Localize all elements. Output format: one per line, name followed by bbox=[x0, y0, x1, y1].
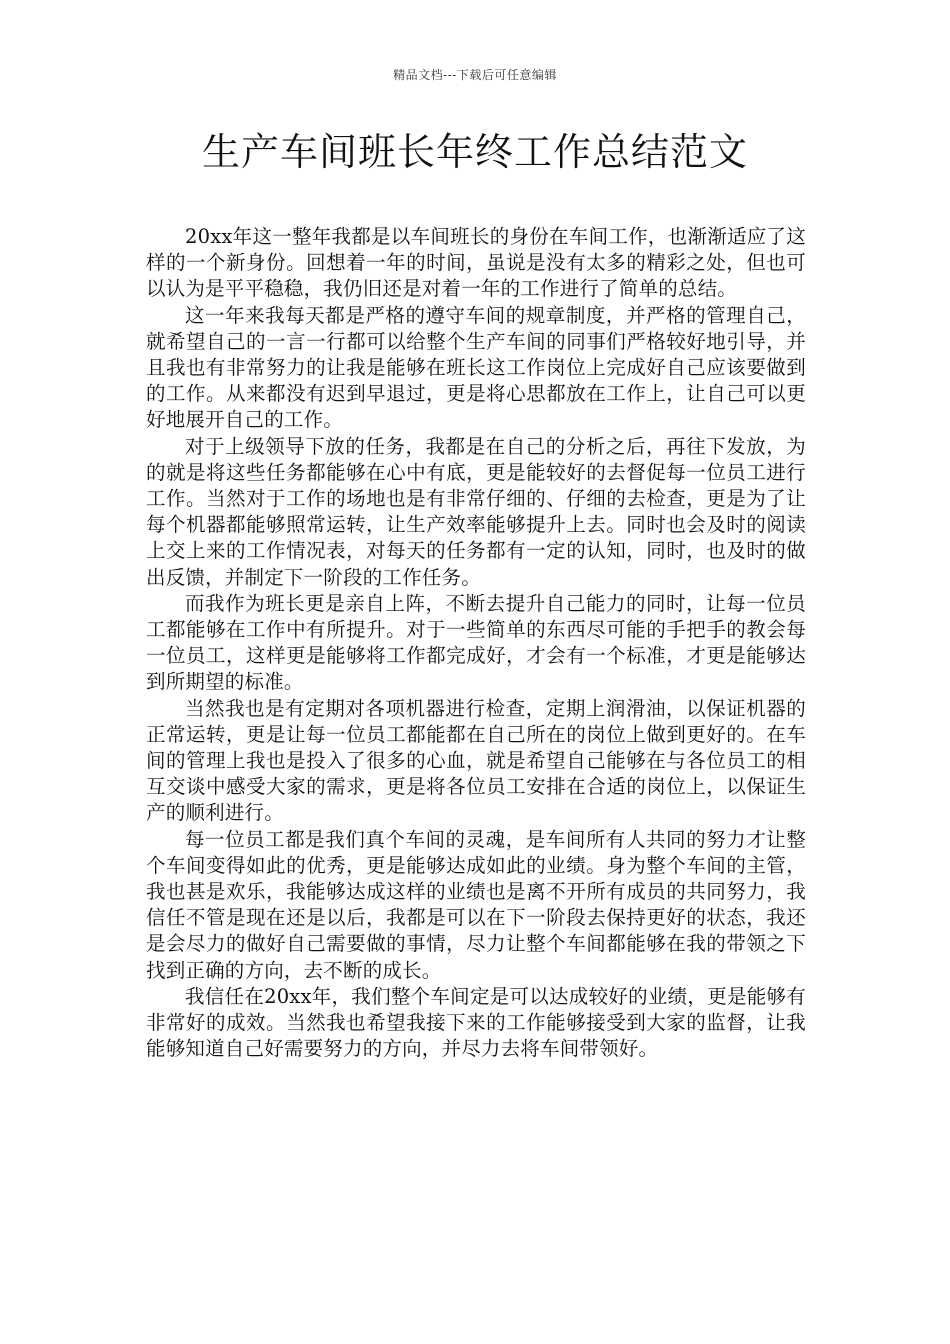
document-body bbox=[146, 224, 806, 1063]
paragraph: 对于上级领导下放的任务，我都是在自己的分析之后，再往下发放，为的就是将这些任务都能够在心中有底，更是能较好的去督促每一位员工进行工作。当然对于工作的场地也是有非常仔细的、仔细的去检查，更是为了让每个机器都能够照常运转，让生产效率能够提升上去。同时也会及时的阅读上交上来的工作情况表，对每天的任务都有一定的认知，同时，也及时的做出反馈，并制定下一阶段的工作任务。 bbox=[146, 434, 806, 589]
paragraph: 而我作为班长更是亲自上阵，不断去提升自己能力的同时，让每一位员工都能够在工作中有所提升。对于一些简单的东西尽可能的手把手的教会每一位员工，这样更是能够将工作都完成好，才会有一个标准，才更是能够达到所期望的标准。 bbox=[146, 591, 806, 694]
paragraph: 20xx年这一整年我都是以车间班长的身份在车间工作，也渐渐适应了这样的一个新身份。回想着一年的时间，虽说是没有太多的精彩之处，但也可以认为是平平稳稳，我仍旧还是对着一年的工作进行了简单的总结。 bbox=[146, 225, 806, 301]
document-title: 生产车间班长年终工作总结范文 bbox=[201, 130, 748, 174]
paragraph: 每一位员工都是我们真个车间的灵魂，是车间所有人共同的努力才让整个车间变得如此的优秀，更是能够达成如此的业绩。身为整个车间的主管，我也甚是欢乐，我能够达成这样的业绩也是离不开所有成员的共同努力，我信任不管是现在还是以后，我都是可以在下一阶段去保持更好的状态，我还是会尽力的做好自己需要做的事情，尽力让整个车间都能够在我的带领之下找到正确的方向，去不断的成长。 bbox=[146, 827, 806, 982]
paragraph: 我信任在20xx年，我们整个车间定是可以达成较好的业绩，更是能够有非常好的成效。当然我也希望我接下来的工作能够接受到大家的监督，让我能够知道自己好需要努力的方向，并尽力去将车间带领好。 bbox=[146, 984, 806, 1061]
header-note: 精品文档---下载后可任意编辑 bbox=[393, 68, 557, 82]
paragraph: 这一年来我每天都是严格的遵守车间的规章制度，并严格的管理自己，就希望自己的一言一行都可以给整个生产车间的同事们严格较好地引导，并且我也有非常努力的让我是能够在班长这工作岗位上完成好自己应该要做到的工作。从来都没有迟到早退过，更是将心思都放在工作上，让自己可以更好地展开自己的工作。 bbox=[146, 303, 806, 432]
paragraph: 当然我也是有定期对各项机器进行检查，定期上润滑油，以保证机器的正常运转，更是让每一位员工都能都在自己所在的岗位上做到更好的。在车间的管理上我也是投入了很多的心血，就是希望自己能够在与各位员工的相互交谈中感受大家的需求，更是将各位员工安排在合适的岗位上，以保证生产的顺利进行。 bbox=[146, 696, 806, 825]
